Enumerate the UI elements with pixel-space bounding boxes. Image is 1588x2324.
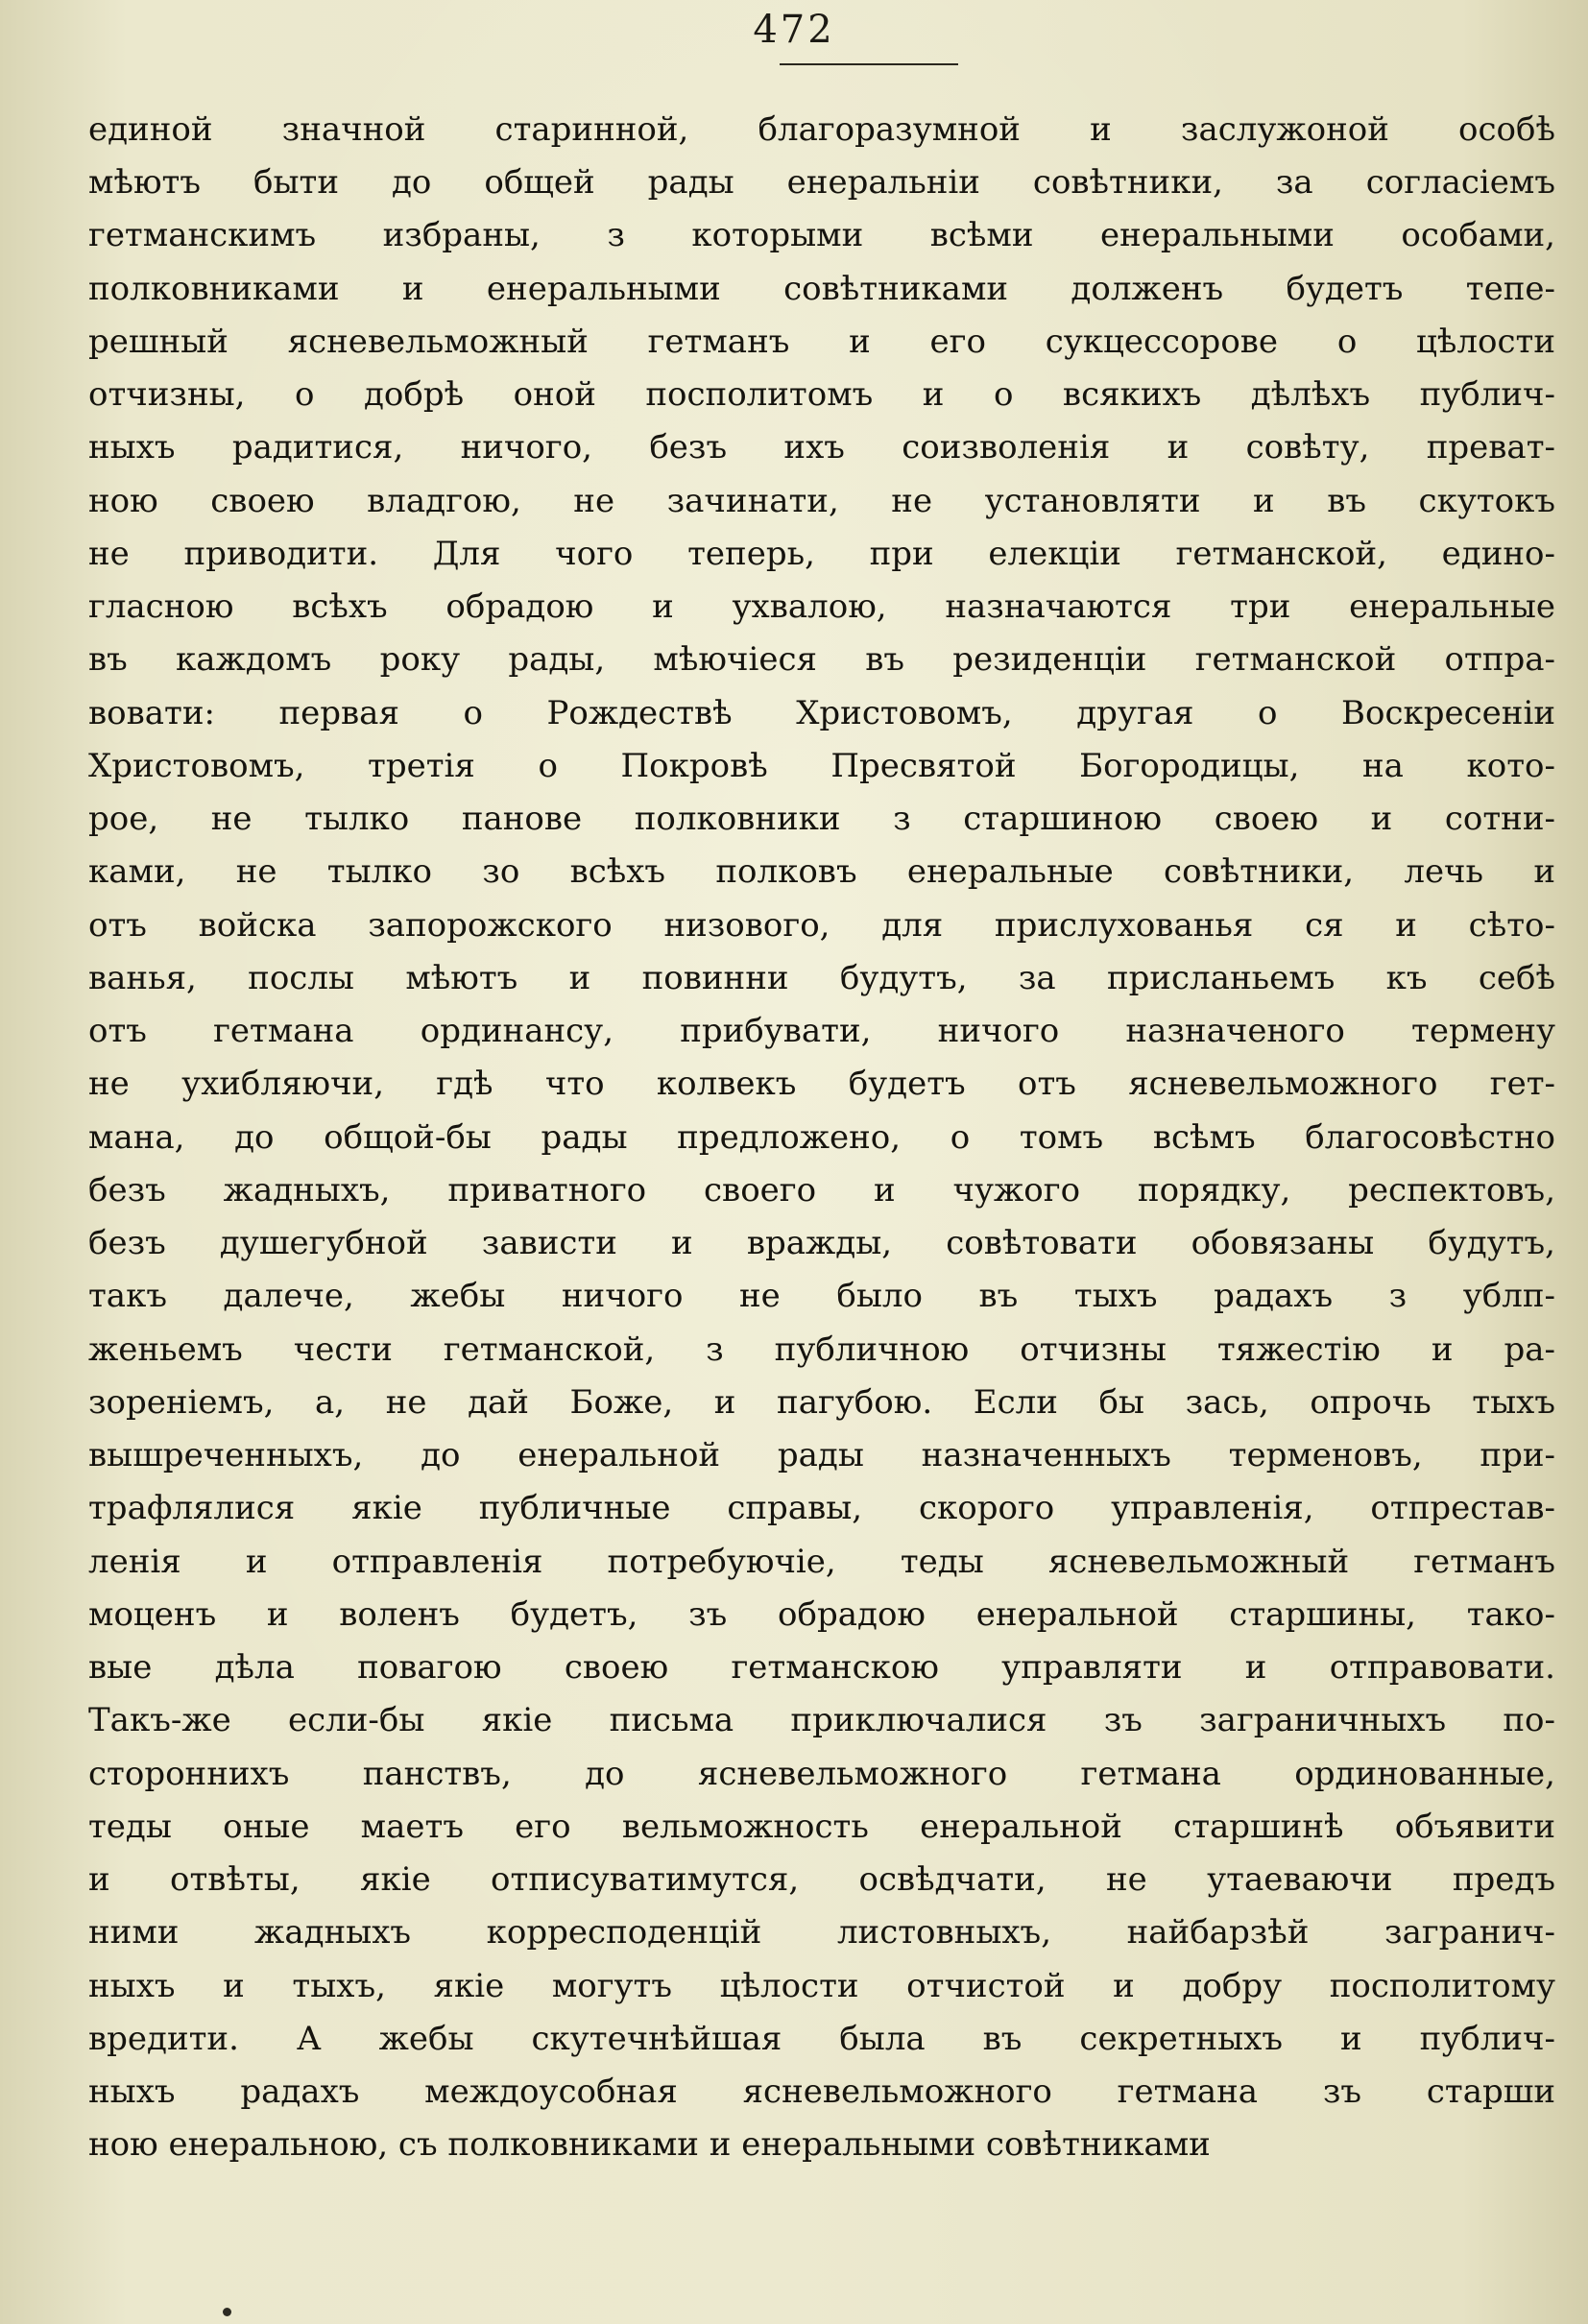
text-line: отъ войска запорожского низового, для прислухованья ся и сѣто- xyxy=(88,906,1555,945)
text-line: единой значной старинной, благоразумной и заслужоной особѣ xyxy=(88,110,1555,149)
text-line: не ухибляючи, гдѣ что колвекъ будетъ отъ ясневельможного гет- xyxy=(88,1065,1555,1103)
text-line: такъ далече, жебы ничого не было въ тыхъ радахъ з ублп- xyxy=(88,1277,1555,1315)
page-number: 472 xyxy=(753,8,835,52)
text-line: Христовомъ, третія о Покровѣ Пресвятой Богородицы, на кото- xyxy=(88,747,1555,785)
text-line: отчизны, о добрѣ оной посполитомъ и о всякихъ дѣлѣхъ публич- xyxy=(88,375,1555,414)
body-text xyxy=(88,108,1555,2201)
text-line: женьемъ чести гетманской, з публичною отчизны тяжестію и ра- xyxy=(88,1330,1555,1369)
text-line: ныхъ радахъ междоусобная ясневельможного гетмана зъ старши xyxy=(88,2072,1555,2111)
text-line: мана, до общой-бы рады предложено, о томъ всѣмъ благосовѣстно xyxy=(88,1118,1555,1157)
text-line: решный ясневельможный гетманъ и его сукцессорове о цѣлости xyxy=(88,323,1555,361)
text-line: ками, не тылко зо всѣхъ полковъ енеральные совѣтники, лечь и xyxy=(88,852,1555,891)
text-line: ленія и отправленія потребуючіе, теды ясневельможный гетманъ xyxy=(88,1543,1555,1581)
text-line: ною своею владгою, не зачинати, не установляти и въ скутокъ xyxy=(88,482,1555,520)
text-line: гласною всѣхъ обрадою и ухвалою, назначаются три енеральные xyxy=(88,587,1555,626)
text-line: Такъ-же если-бы якіе письма приключалися зъ заграничныхъ по- xyxy=(88,1701,1555,1739)
text-line: гетманскимъ избраны, з которыми всѣми енеральными особами, xyxy=(88,216,1555,254)
text-line: ныхъ радитися, ничого, безъ ихъ соизволенія и совѣту, преват- xyxy=(88,428,1555,467)
text-line: ними жадныхъ корресподенцій листовныхъ, найбарзѣй загранич- xyxy=(88,1913,1555,1952)
text-line: ванья, послы мѣютъ и повинни будутъ, за присланьемъ къ себѣ xyxy=(88,959,1555,997)
text-line: моценъ и воленъ будетъ, зъ обрадою енеральной старшины, тако- xyxy=(88,1595,1555,1634)
text-line: вышреченныхъ, до енеральной рады назначенныхъ терменовъ, при- xyxy=(88,1436,1555,1474)
text-line: стороннихъ панствъ, до ясневельможного гетмана ординованные, xyxy=(88,1755,1555,1793)
text-line: ныхъ и тыхъ, якіе могутъ цѣлости отчистой и добру посполитому xyxy=(88,1967,1555,2005)
text-line: мѣютъ быти до общей рады енеральніи совѣтники, за согласіемъ xyxy=(88,163,1555,202)
text-line: вые дѣла повагою своею гетманскою управляти и отправовати. xyxy=(88,1648,1555,1687)
text-line: въ каждомъ року рады, мѣючіеся въ резиденціи гетманской отпра- xyxy=(88,640,1555,679)
text-line: полковниками и енеральными совѣтниками долженъ будетъ тепе- xyxy=(88,270,1555,308)
ink-speck xyxy=(223,2308,231,2316)
text-line: отъ гетмана ординансу, прибувати, ничого назначеного термену xyxy=(88,1012,1555,1050)
text-line: ною енеральною, съ полковниками и енеральными совѣтниками xyxy=(88,2125,1211,2164)
page-number-rule xyxy=(780,63,958,65)
text-line: вовати: первая о Рождествѣ Христовомъ, другая о Воскресеніи xyxy=(88,694,1555,732)
text-line: безъ жадныхъ, приватного своего и чужого порядку, респектовъ, xyxy=(88,1171,1555,1210)
text-line: зореніемъ, а, не дай Боже, и пагубою. Если бы зась, опрочь тыхъ xyxy=(88,1383,1555,1422)
text-line: рое, не тылко панове полковники з старшиною своею и сотни- xyxy=(88,800,1555,838)
text-line: безъ душегубной зависти и вражды, совѣтовати обовязаны будутъ, xyxy=(88,1224,1555,1262)
text-line: теды оные маетъ его вельможность енеральной старшинѣ объявити xyxy=(88,1808,1555,1846)
text-line: трафлялися якіе публичные справы, скорого управленія, отпрестав- xyxy=(88,1489,1555,1527)
text-line: не приводити. Для чого теперь, при елекціи гетманской, едино- xyxy=(88,535,1555,573)
text-line: вредити. А жебы скутечнѣйшая была въ секретныхъ и публич- xyxy=(88,2020,1555,2058)
text-line: и отвѣты, якіе отписуватимутся, освѣдчати, не утаеваючи предъ xyxy=(88,1860,1555,1899)
